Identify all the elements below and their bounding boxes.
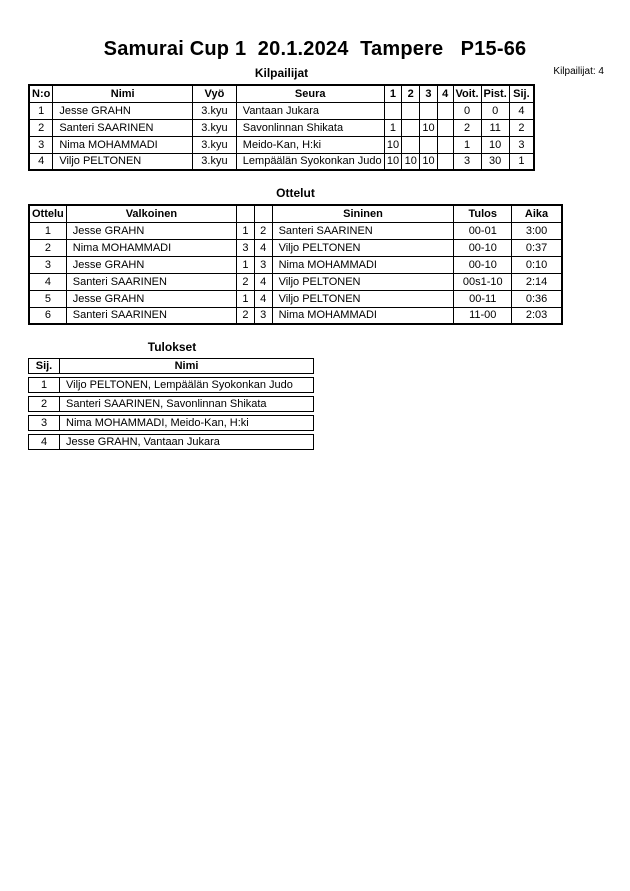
ottelut-row-cell: Santeri SAARINEN xyxy=(272,222,454,239)
ottelut-row-cell: Viljo PELTONEN xyxy=(272,273,454,290)
ottelut-row-cell: 3:00 xyxy=(512,222,562,239)
ottelut-row-cell: 3 xyxy=(236,239,254,256)
ottelut-row xyxy=(29,239,562,256)
kilpailijat-row-cell: 2 xyxy=(29,119,53,136)
kilpailijat-row-cell xyxy=(437,153,453,170)
kilpailijat-row xyxy=(29,119,534,136)
kilpailijat-row-cell: 1 xyxy=(509,153,534,170)
kilpailijat-row-cell: Santeri SAARINEN xyxy=(53,119,193,136)
kilpailijat-row-cell: 1 xyxy=(453,136,481,153)
kilpailijat-row-cell: Jesse GRAHN xyxy=(53,102,193,119)
kilpailijat-row-cell: 30 xyxy=(481,153,509,170)
ottelut-row-cell: 00-11 xyxy=(454,290,512,307)
kilpailijat-row-cell: 0 xyxy=(453,102,481,119)
kilpailijat-header-cell: Sij. xyxy=(509,85,534,102)
kilpailijat-row-cell xyxy=(437,136,453,153)
kilpailijat-row-cell: 3.kyu xyxy=(193,153,237,170)
kilpailijat-header-cell: 1 xyxy=(384,85,402,102)
ottelut-row xyxy=(29,273,562,290)
tulokset-header-cell: Nimi xyxy=(60,358,314,374)
ottelut-row-cell: 1 xyxy=(236,222,254,239)
kilpailijat-header-cell: 4 xyxy=(437,85,453,102)
ottelut-header-cell: Valkoinen xyxy=(66,205,236,222)
ottelut-header-cell: Aika xyxy=(512,205,562,222)
ottelut-row-cell: 0:36 xyxy=(512,290,562,307)
section-title-kilpailijat: Kilpailijat xyxy=(254,66,309,80)
kilpailijat-row xyxy=(29,102,534,119)
ottelut-header-cell: Tulos xyxy=(454,205,512,222)
kilpailijat-table xyxy=(28,84,535,171)
ottelut-header-cell: Ottelu xyxy=(29,205,66,222)
kilpailijat-row-cell xyxy=(402,119,420,136)
ottelut-row-cell: 2:03 xyxy=(512,307,562,324)
kilpailijat-row-cell: 3.kyu xyxy=(193,102,237,119)
kilpailijat-row-cell: 3 xyxy=(509,136,534,153)
kilpailijat-row-cell: 10 xyxy=(420,119,438,136)
ottelut-row-cell: 2 xyxy=(254,222,272,239)
kilpailijat-row-cell: Vantaan Jukara xyxy=(236,102,384,119)
ottelut-row-cell: 4 xyxy=(254,290,272,307)
ottelut-row-cell: Viljo PELTONEN xyxy=(272,290,454,307)
kilpailijat-header-cell: 3 xyxy=(420,85,438,102)
ottelut-row-cell: Nima MOHAMMADI xyxy=(272,256,454,273)
section-ottelut xyxy=(28,186,563,325)
ottelut-row-cell: Nima MOHAMMADI xyxy=(66,239,236,256)
tulokset-row-cell: Jesse GRAHN, Vantaan Jukara xyxy=(60,434,314,450)
ottelut-row-cell: 5 xyxy=(29,290,66,307)
ottelut-row-cell: Santeri SAARINEN xyxy=(66,273,236,290)
kilpailijat-row xyxy=(29,153,534,170)
ottelut-row-cell: 00-10 xyxy=(454,239,512,256)
ottelut-row-cell: 2:14 xyxy=(512,273,562,290)
kilpailijat-row-cell xyxy=(420,102,438,119)
kilpailijat-row-cell: 10 xyxy=(420,153,438,170)
section-kilpailijat xyxy=(28,66,535,171)
kilpailijat-header-cell: Nimi xyxy=(53,85,193,102)
kilpailijat-row-cell xyxy=(437,102,453,119)
tulokset-header-cell: Sij. xyxy=(28,358,60,374)
ottelut-row-cell: Santeri SAARINEN xyxy=(66,307,236,324)
ottelut-row-cell: 4 xyxy=(254,239,272,256)
kilpailijat-row-cell: Nima MOHAMMADI xyxy=(53,136,193,153)
kilpailijat-row-cell xyxy=(384,102,402,119)
tulokset-row-cell: 4 xyxy=(28,434,60,450)
section-title-tulokset: Tulokset xyxy=(147,340,197,354)
kilpailijat-row-cell xyxy=(420,136,438,153)
tulokset-row-cell: Santeri SAARINEN, Savonlinnan Shikata xyxy=(60,396,314,412)
ottelut-body xyxy=(29,222,562,324)
tulokset-row-cell: Viljo PELTONEN, Lempäälän Syokonkan Judo xyxy=(60,377,314,393)
ottelut-row-cell: 00-01 xyxy=(454,222,512,239)
ottelut-row-cell: 0:10 xyxy=(512,256,562,273)
ottelut-header-row xyxy=(29,205,562,222)
kilpailijat-row-cell: 3 xyxy=(29,136,53,153)
tulokset-row xyxy=(28,415,314,431)
tulokset-header-row xyxy=(28,358,314,374)
ottelut-row-cell: 4 xyxy=(254,273,272,290)
kilpailijat-header-cell: Seura xyxy=(236,85,384,102)
ottelut-row-cell: 1 xyxy=(236,256,254,273)
ottelut-row-cell: Jesse GRAHN xyxy=(66,256,236,273)
ottelut-row-cell: 1 xyxy=(29,222,66,239)
kilpailijat-row-cell: 10 xyxy=(481,136,509,153)
kilpailijat-row-cell: 10 xyxy=(384,153,402,170)
ottelut-row-cell: 1 xyxy=(236,290,254,307)
kilpailijat-header-cell: Voit. xyxy=(453,85,481,102)
kilpailijat-row-cell: 2 xyxy=(509,119,534,136)
ottelut-header-cell: Sininen xyxy=(272,205,454,222)
tulokset-row-cell: 2 xyxy=(28,396,60,412)
section-title-ottelut: Ottelut xyxy=(276,186,315,200)
ottelut-row-cell: 6 xyxy=(29,307,66,324)
ottelut-row-cell: 2 xyxy=(236,273,254,290)
tulokset-row xyxy=(28,434,314,450)
kilpailijat-row-cell: Lempäälän Syokonkan Judo xyxy=(236,153,384,170)
section-tulokset xyxy=(28,340,316,453)
kilpailijat-row-cell: Viljo PELTONEN xyxy=(53,153,193,170)
ottelut-row-cell: 3 xyxy=(254,256,272,273)
kilpailijat-row-cell: 3.kyu xyxy=(193,136,237,153)
kilpailijat-row-cell: 1 xyxy=(384,119,402,136)
ottelut-row xyxy=(29,307,562,324)
kilpailijat-header-cell: N:o xyxy=(29,85,53,102)
ottelut-row-cell: Nima MOHAMMADI xyxy=(272,307,454,324)
kilpailijat-row-cell: 10 xyxy=(402,153,420,170)
kilpailijat-row-cell: 4 xyxy=(29,153,53,170)
kilpailijat-header-cell: Vyö xyxy=(193,85,237,102)
kilpailijat-row-cell: 3 xyxy=(453,153,481,170)
page-title: Samurai Cup 1 20.1.2024 Tampere P15-66 xyxy=(103,38,527,60)
ottelut-row-cell: 3 xyxy=(29,256,66,273)
kilpailijat-row-cell: 1 xyxy=(29,102,53,119)
ottelut-row-cell: Jesse GRAHN xyxy=(66,222,236,239)
kilpailijat-row-cell: 3.kyu xyxy=(193,119,237,136)
kilpailijat-row xyxy=(29,136,534,153)
kilpailijat-header-row xyxy=(29,85,534,102)
ottelut-row-cell: 11-00 xyxy=(454,307,512,324)
ottelut-header-cell xyxy=(254,205,272,222)
ottelut-row xyxy=(29,290,562,307)
tulokset-table xyxy=(28,355,314,453)
tulokset-row xyxy=(28,377,314,393)
ottelut-row-cell: 4 xyxy=(29,273,66,290)
kilpailijat-row-cell: 4 xyxy=(509,102,534,119)
tulokset-row-cell: 1 xyxy=(28,377,60,393)
kilpailijat-header-cell: Pist. xyxy=(481,85,509,102)
kilpailijat-header-cell: 2 xyxy=(402,85,420,102)
competitors-count: Kilpailijat: 4 xyxy=(553,66,604,77)
kilpailijat-row-cell: 11 xyxy=(481,119,509,136)
ottelut-row-cell: Viljo PELTONEN xyxy=(272,239,454,256)
ottelut-row-cell: 00-10 xyxy=(454,256,512,273)
ottelut-row-cell: 0:37 xyxy=(512,239,562,256)
kilpailijat-row-cell: Savonlinnan Shikata xyxy=(236,119,384,136)
kilpailijat-row-cell: 2 xyxy=(453,119,481,136)
kilpailijat-row-cell xyxy=(402,136,420,153)
ottelut-row-cell: Jesse GRAHN xyxy=(66,290,236,307)
ottelut-row-cell: 2 xyxy=(29,239,66,256)
kilpailijat-row-cell: 0 xyxy=(481,102,509,119)
ottelut-table xyxy=(28,204,563,325)
kilpailijat-row-cell xyxy=(437,119,453,136)
ottelut-row-cell: 2 xyxy=(236,307,254,324)
ottelut-header-cell xyxy=(236,205,254,222)
tulokset-row xyxy=(28,396,314,412)
tulokset-row-cell: 3 xyxy=(28,415,60,431)
kilpailijat-row-cell: 10 xyxy=(384,136,402,153)
kilpailijat-row-cell xyxy=(402,102,420,119)
ottelut-row xyxy=(29,222,562,239)
ottelut-row xyxy=(29,256,562,273)
kilpailijat-body xyxy=(29,102,534,170)
tulokset-body xyxy=(28,377,314,450)
ottelut-row-cell: 00s1-10 xyxy=(454,273,512,290)
ottelut-row-cell: 3 xyxy=(254,307,272,324)
tulokset-row-cell: Nima MOHAMMADI, Meido-Kan, H:ki xyxy=(60,415,314,431)
kilpailijat-row-cell: Meido-Kan, H:ki xyxy=(236,136,384,153)
